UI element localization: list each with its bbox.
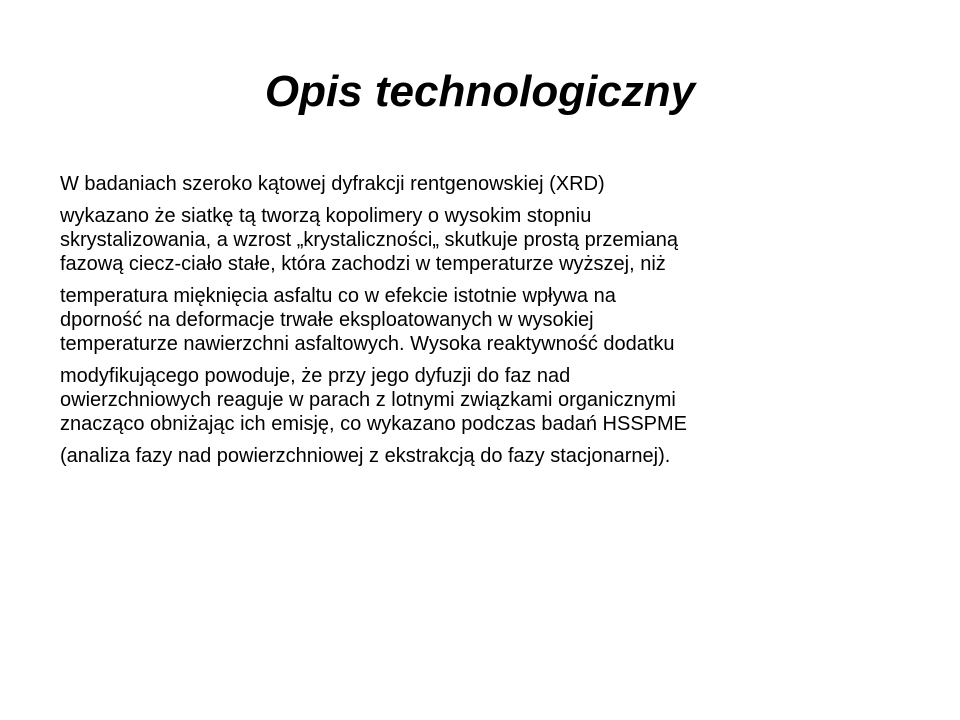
slide-body-text: [60, 172, 920, 468]
body-line: (analiza fazy nad powierzchniowej z ekstrakcją do fazy stacjonarnej).: [60, 445, 671, 467]
body-line: modyfikującego powoduje, że przy jego dyfuzji do faz nad: [60, 365, 571, 387]
body-line: temperaturze nawierzchni asfaltowych. Wysoka reaktywność dodatku: [60, 333, 675, 355]
body-line: W badaniach szeroko kątowej dyfrakcji rentgenowskiej (XRD): [60, 173, 605, 195]
body-line: wykazano że siatkę tą tworzą kopolimery o wysokim stopniu: [60, 205, 592, 227]
body-line: owierzchniowych reaguje w parach z lotnymi związkami organicznymi: [60, 389, 676, 411]
body-line: skrystalizowania, a wzrost „krystaliczności„ skutkuje prostą przemianą: [60, 229, 678, 251]
body-line: temperatura mięknięcia asfaltu co w efekcie istotnie wpływa na: [60, 285, 616, 307]
body-line: fazową ciecz-ciało stałe, która zachodzi w temperaturze wyższej, niż: [60, 253, 666, 275]
body-line: dporność na deformacje trwałe eksploatowanych w wysokiej: [60, 309, 594, 331]
slide-title: Opis technologiczny: [264, 67, 696, 116]
body-line: znacząco obniżając ich emisję, co wykazano podczas badań HSSPME: [60, 413, 687, 435]
